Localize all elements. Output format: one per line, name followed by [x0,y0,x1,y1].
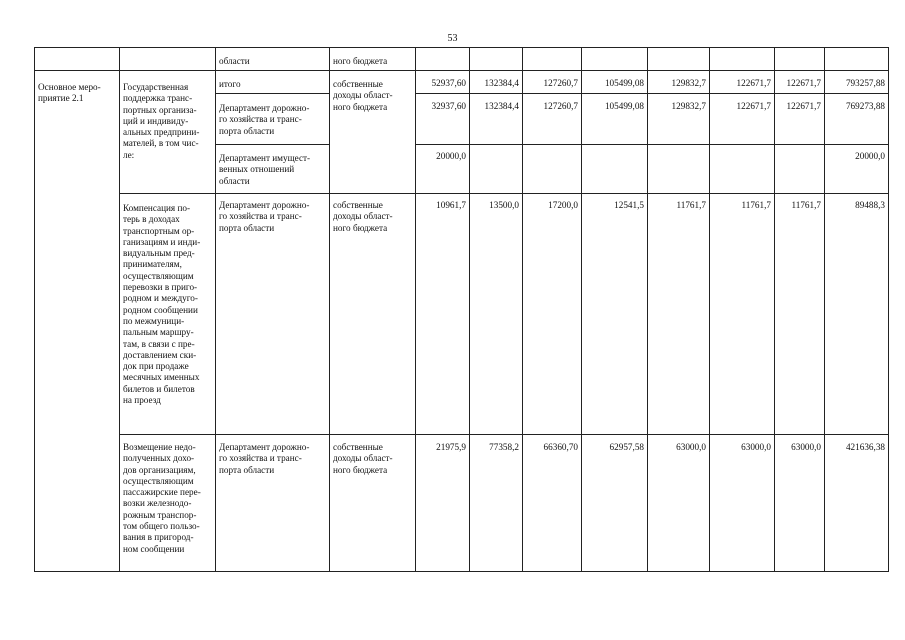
source-line: ного бюджета [333,101,388,112]
executor-line: Департамент дорожно- [219,442,310,452]
value-cell: 122671,7 [775,71,825,94]
value-cell [582,145,648,194]
value-cell: 17200,0 [523,194,582,435]
name-line: родном и междуго- [123,293,198,304]
header-cell [470,48,523,71]
value-cell: 13500,0 [470,194,523,435]
measure-line: Основное меро- [38,82,101,92]
header-cell [35,48,120,71]
name-line: билетов и билетов [123,383,195,394]
value-cell [470,145,523,194]
block-name [120,194,216,435]
name-line: родном сообщении [123,304,198,315]
header-cell [416,48,470,71]
table-row [35,194,889,435]
value-cell: 122671,7 [710,71,775,94]
name-line: перевозки в приго- [123,282,198,293]
executor-line: го хозяйства и транс- [219,453,302,464]
name-line: транспортным ор- [123,225,195,236]
header-cell [825,48,889,71]
name-line: дов организациям, [123,464,196,475]
value-cell: 129832,7 [648,94,710,145]
executor-line: Департамент имущест- [219,153,311,163]
executor-cell [216,194,330,435]
table-row [35,71,889,94]
measure-label [35,71,120,572]
name-line: Возмещение недо- [123,442,196,452]
name-line: возки железнодо- [123,498,192,509]
source-line: ного бюджета [333,222,388,233]
source-cell [330,435,416,572]
executor-line: Департамент дорожно- [219,200,310,210]
value-cell: 62957,58 [582,435,648,572]
executor-line: венных отношений [219,164,295,175]
value-cell: 63000,0 [710,435,775,572]
value-cell: 132384,4 [470,71,523,94]
executor-line: го хозяйства и транс- [219,211,302,222]
total-cell: 421636,38 [825,435,889,572]
name-line: том общего пользо- [123,521,200,532]
header-row [35,48,889,71]
name-line: там, в связи с пре- [123,338,195,349]
source-line: ного бюджета [333,464,388,475]
name-line: пальным маршру- [123,327,194,338]
name-line: ле: [123,149,135,160]
executor-cell: итого [216,71,330,94]
value-cell: 10961,7 [416,194,470,435]
page-number: 53 [447,33,458,44]
name-line: полученных дохо- [123,453,195,464]
name-line: осуществляющим [123,475,194,486]
header-executor: области [216,48,330,71]
value-cell: 132384,4 [470,94,523,145]
value-cell: 129832,7 [648,71,710,94]
header-cell [120,48,216,71]
source-line: собственные [333,79,383,89]
value-cell: 21975,9 [416,435,470,572]
name-line: на проезд [123,395,161,406]
source-line: доходы област- [333,211,393,222]
source-cell [330,194,416,435]
name-line: ном сообщении [123,543,185,554]
total-cell: 793257,88 [825,71,889,94]
value-cell: 52937,60 [416,71,470,94]
source-line: доходы област- [333,453,393,464]
value-cell: 122671,7 [710,94,775,145]
name-line: по межмуници- [123,315,185,326]
name-line: доставлением ски- [123,349,197,360]
name-line: Компенсация по- [123,203,191,213]
block-name [120,435,216,572]
value-cell: 11761,7 [775,194,825,435]
name-line: ганизациям и инди- [123,236,201,247]
name-line: ций и индивиду- [123,115,189,126]
value-cell [648,145,710,194]
executor-cell [216,145,330,194]
source-line: собственные [333,200,383,210]
value-cell: 63000,0 [775,435,825,572]
value-cell: 11761,7 [648,194,710,435]
value-cell: 12541,5 [582,194,648,435]
header-cell [523,48,582,71]
name-line: Государственная [123,82,189,92]
value-cell [710,145,775,194]
value-cell: 77358,2 [470,435,523,572]
name-line: поддержка транс- [123,93,193,104]
value-cell: 127260,7 [523,94,582,145]
value-cell: 66360,70 [523,435,582,572]
name-line: портных организа- [123,104,197,115]
executor-line: области [219,175,250,186]
value-cell: 63000,0 [648,435,710,572]
executor-line: Департамент дорожно- [219,103,310,113]
value-cell: 122671,7 [775,94,825,145]
name-line: пассажирские пере- [123,487,201,498]
name-line: принимателям, [123,259,182,270]
executor-cell [216,94,330,145]
total-cell: 769273,88 [825,94,889,145]
total-cell: 20000,0 [825,145,889,194]
source-line: собственные [333,442,383,452]
name-line: рожным транспор- [123,509,197,520]
value-cell: 105499,08 [582,71,648,94]
name-line: осуществляющим [123,270,194,281]
name-line: альных предприни- [123,127,200,138]
name-line: видуальным пред- [123,248,195,259]
value-cell [523,145,582,194]
header-cell [775,48,825,71]
measure-line: приятие 2.1 [38,93,84,104]
header-source: ного бюджета [330,48,416,71]
name-line: мателей, в том чис- [123,138,199,149]
executor-line: порта области [219,464,275,475]
value-cell: 105499,08 [582,94,648,145]
name-line: док при продаже [123,361,189,372]
total-cell: 89488,3 [825,194,889,435]
executor-cell [216,435,330,572]
header-cell [710,48,775,71]
value-cell: 11761,7 [710,194,775,435]
source-cell [330,71,416,194]
executor-line: го хозяйства и транс- [219,114,302,125]
value-cell: 32937,60 [416,94,470,145]
header-cell [582,48,648,71]
name-line: терь в доходах [123,214,180,225]
source-line: доходы област- [333,90,393,101]
value-cell [775,145,825,194]
value-cell: 20000,0 [416,145,470,194]
block-name [120,71,216,194]
name-line: месячных именных [123,372,200,383]
name-line: вания в пригород- [123,532,194,543]
header-cell [648,48,710,71]
executor-line: порта области [219,125,275,136]
budget-table [34,47,889,572]
table-row [35,435,889,572]
value-cell: 127260,7 [523,71,582,94]
executor-line: порта области [219,222,275,233]
